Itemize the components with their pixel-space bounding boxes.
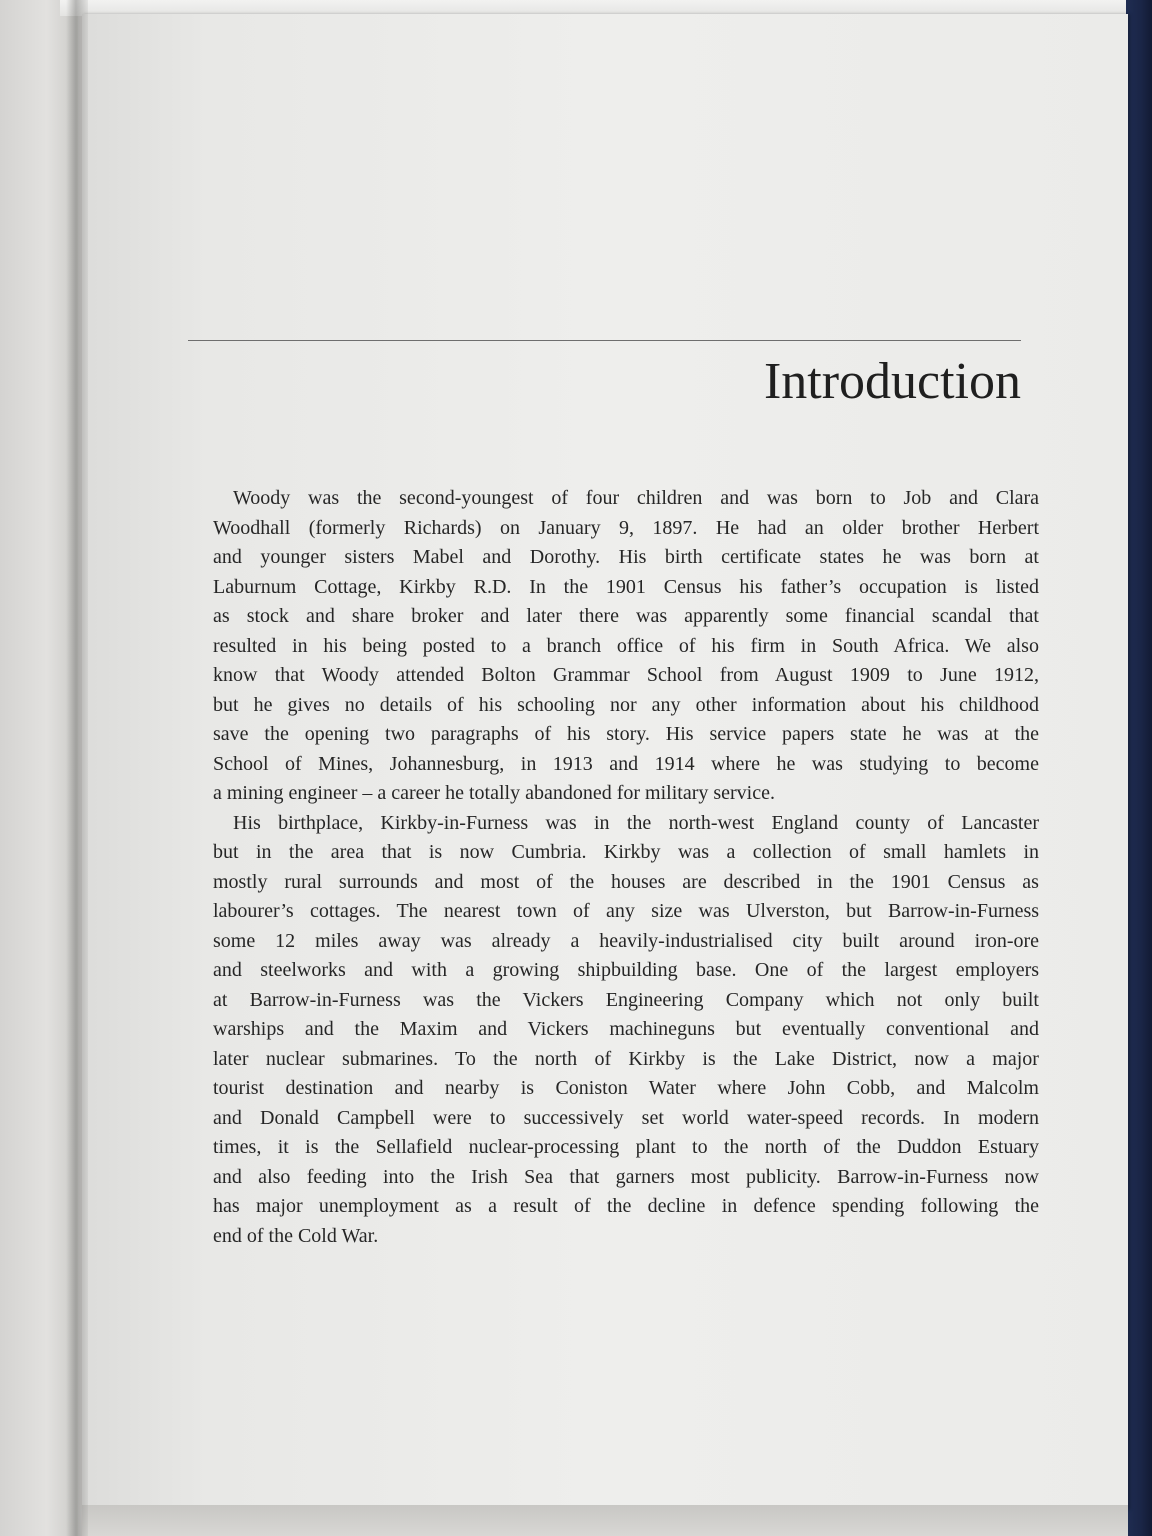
text-line: a mining engineer – a career he totally abandoned for military service. xyxy=(213,782,775,804)
text-line: School of Mines, Johannesburg, in 1913 and 1914 where he was studying to become xyxy=(213,752,1039,775)
text-line: mostly rural surrounds and most of the houses are described in the 1901 Census as xyxy=(213,870,1039,893)
paragraph-2 xyxy=(193,809,1040,1252)
page-bottom-edge xyxy=(82,1505,1128,1536)
text-line: but he gives no details of his schooling nor any other information about his childhood xyxy=(213,693,1040,716)
chapter-title: Introduction xyxy=(763,353,1021,410)
text-line: as stock and share broker and later there was apparently some financial scandal that xyxy=(213,605,1039,627)
text-line: end of the Cold War. xyxy=(213,1224,379,1247)
text-line: labourer’s cottages. The nearest town of any size was Ulverston, but Barrow-in-Furness xyxy=(213,900,1040,922)
paragraph-1 xyxy=(193,484,1040,809)
book-cover-edge xyxy=(1126,0,1152,1536)
text-line: times, it is the Sellafield nuclear-processing plant to the north of the Duddon Estuary xyxy=(213,1136,1040,1158)
text-line: and also feeding into the Irish Sea that garners most publicity. Barrow-in-Furness now xyxy=(213,1165,1039,1188)
text-line: save the opening two paragraphs of his story. His service papers state he was at the xyxy=(213,723,1039,745)
text-line: has major unemployment as a result of the decline in defence spending following the xyxy=(213,1195,1040,1217)
text-line: later nuclear submarines. To the north of Kirkby is the Lake District, now a major xyxy=(213,1047,1039,1070)
text-line: but in the area that is now Cumbria. Kirkby was a collection of small hamlets in xyxy=(213,841,1040,863)
text-line: some 12 miles away was already a heavily-industrialised city built around iron-ore xyxy=(213,929,1040,952)
text-line: and steelworks and with a growing shipbuilding base. One of the largest employers xyxy=(213,959,1040,981)
chapter-rule xyxy=(188,340,1021,341)
text-line: and Donald Campbell were to successively set world water-speed records. In modern xyxy=(213,1106,1040,1129)
text-line: tourist destination and nearby is Coniston Water where John Cobb, and Malcolm xyxy=(213,1077,1039,1099)
text-line: His birthplace, Kirkby-in-Furness was in the north-west England county of Lancaster xyxy=(233,811,1040,834)
text-line: and younger sisters Mabel and Dorothy. His birth certificate states he was born at xyxy=(213,546,1039,568)
text-line: at Barrow-in-Furness was the Vickers Engineering Company which not only built xyxy=(213,988,1039,1011)
text-line: Woodhall (formerly Richards) on January 9, 1897. He had an older brother Herbert xyxy=(213,516,1040,539)
chapter-body xyxy=(193,484,1040,1251)
text-line: warships and the Maxim and Vickers machineguns but eventually conventional and xyxy=(213,1018,1039,1040)
text-line: know that Woody attended Bolton Grammar School from August 1909 to June 1912, xyxy=(213,664,1039,686)
text-line: Laburnum Cottage, Kirkby R.D. In the 1901 Census his father’s occupation is listed xyxy=(213,575,1040,598)
text-line: Woody was the second-youngest of four children and was born to Job and Clara xyxy=(233,487,1040,509)
text-line: resulted in his being posted to a branch office of his firm in South Africa. We also xyxy=(213,634,1039,657)
book-gutter xyxy=(66,0,88,1536)
